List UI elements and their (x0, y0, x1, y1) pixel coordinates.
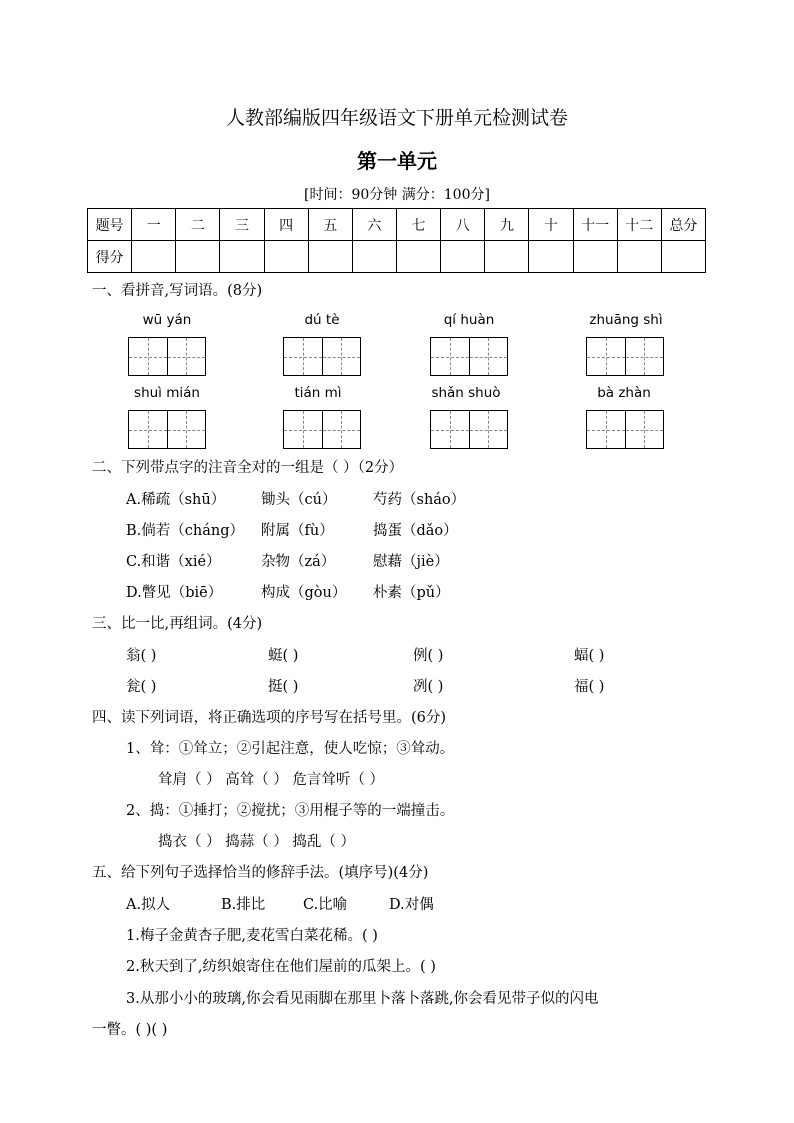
pinyin-label: shuì mián (134, 385, 200, 401)
score-input-cell[interactable] (529, 241, 573, 273)
pinyin-label: bà zhàn (597, 385, 651, 401)
option-c: C.和谐（xié） (126, 554, 221, 570)
compare-item: 冽( ) (413, 679, 444, 695)
compare-item: 挺( ) (268, 679, 299, 695)
score-cell: 六 (352, 209, 396, 241)
score-cell: 题号 (88, 209, 132, 241)
question-4-2-items: 捣衣（ ） 捣蒜（ ） 捣乱（ ） (158, 834, 356, 850)
option-b-word3: 捣蛋（dǎo） (373, 523, 458, 539)
score-input-cell[interactable] (264, 241, 308, 273)
score-input-cell[interactable] (352, 241, 396, 273)
section4-heading: 四、读下列词语，将正确选项的序号写在括号里。(6分) (92, 710, 447, 726)
sentence-3-continued: 一瞥。( )( ) (92, 1022, 168, 1038)
option-d-word2: 构成（gòu） (261, 585, 347, 601)
score-input-cell[interactable] (396, 241, 440, 273)
sentence-2: 2.秋天到了,纺织娘寄住在他们屋前的瓜架上。( ) (126, 959, 436, 975)
score-input-cell[interactable] (485, 241, 529, 273)
score-input-cell[interactable] (617, 241, 661, 273)
time-score-info: [时间：90分钟 满分：100分] (304, 187, 490, 203)
score-input-cell[interactable] (220, 241, 264, 273)
writing-grid[interactable] (128, 410, 206, 449)
score-input-cell[interactable] (441, 241, 485, 273)
score-table-header-row (88, 209, 706, 241)
score-cell: 八 (441, 209, 485, 241)
score-input-cell[interactable] (661, 241, 705, 273)
score-cell: 九 (485, 209, 529, 241)
score-cell: 十二 (617, 209, 661, 241)
exam-title: 人教部编版四年级语文下册单元检测试卷 (225, 107, 568, 129)
writing-grid[interactable] (586, 410, 664, 449)
score-input-cell[interactable] (176, 241, 220, 273)
section1-heading: 一、看拼音,写词语。(8分) (92, 283, 263, 299)
pinyin-label: tián mì (294, 385, 342, 401)
compare-item: 蝠( ) (574, 648, 605, 664)
score-cell: 二 (176, 209, 220, 241)
option-b-word2: 附属（fù） (261, 523, 334, 539)
option-c-word3: 慰藉（jiè） (373, 554, 449, 570)
option-a-word3: 芍药（sháo） (373, 492, 466, 508)
question-4-1: 1、耸：①耸立；②引起注意，使人吃惊；③耸动。 (126, 741, 455, 757)
option-b: B.倘若（cháng） (126, 523, 244, 539)
score-cell: 一 (132, 209, 176, 241)
pinyin-label: dú tè (304, 312, 340, 328)
section5-heading: 五、给下列句子选择恰当的修辞手法。(填序号)(4分) (92, 865, 429, 881)
sentence-3: 3.从那小小的玻璃,你会看见雨脚在那里卜落卜落跳,你会看见带子似的闪电 (126, 991, 599, 1007)
section2-heading: 二、下列带点字的注音全对的一组是（ ）（2分） (92, 460, 404, 476)
unit-title: 第一单元 (357, 149, 437, 173)
pinyin-label: wū yán (142, 312, 192, 328)
writing-grid[interactable] (283, 337, 361, 376)
score-cell: 三 (220, 209, 264, 241)
writing-grid[interactable] (128, 337, 206, 376)
compare-item: 瓮( ) (126, 679, 157, 695)
score-cell: 七 (396, 209, 440, 241)
pinyin-label: zhuāng shì (589, 312, 663, 328)
score-cell: 十 (529, 209, 573, 241)
score-table (87, 208, 706, 273)
score-input-cell[interactable] (308, 241, 352, 273)
score-cell: 五 (308, 209, 352, 241)
score-row-label: 得分 (88, 241, 132, 273)
score-cell: 总分 (661, 209, 705, 241)
compare-item: 例( ) (413, 648, 444, 664)
option-a: A.稀疏（shū） (126, 492, 226, 508)
option-d: D.瞥见（biē） (126, 585, 223, 601)
rhetoric-choice: D.对偶 (389, 897, 434, 913)
question-4-1-items: 耸肩（ ） 高耸（ ） 危言耸听（ ） (158, 772, 385, 788)
writing-grid[interactable] (430, 337, 508, 376)
writing-grid[interactable] (283, 410, 361, 449)
writing-grid[interactable] (430, 410, 508, 449)
compare-item: 翁( ) (126, 648, 157, 664)
option-a-word2: 锄头（cú） (261, 492, 337, 508)
sentence-1: 1.梅子金黄杏子肥,麦花雪白菜花稀。( ) (126, 928, 378, 944)
pinyin-label: qí huàn (443, 312, 495, 328)
option-d-word3: 朴素（pǔ） (373, 585, 450, 601)
score-cell: 十一 (573, 209, 617, 241)
rhetoric-choice: A.拟人 (126, 897, 171, 913)
pinyin-label: shǎn shuò (431, 385, 501, 401)
question-4-2: 2、捣：①捶打；②搅扰；③用棍子等的一端撞击。 (126, 803, 455, 819)
rhetoric-choice: B.排比 (221, 897, 266, 913)
section3-heading: 三、比一比,再组词。(4分) (92, 616, 263, 632)
score-input-cell[interactable] (132, 241, 176, 273)
rhetoric-choice: C.比喻 (303, 897, 348, 913)
score-input-cell[interactable] (573, 241, 617, 273)
score-cell: 四 (264, 209, 308, 241)
writing-grid[interactable] (586, 337, 664, 376)
compare-item: 福( ) (574, 679, 605, 695)
option-c-word2: 杂物（zá） (261, 554, 336, 570)
compare-item: 蜓( ) (268, 648, 299, 664)
score-table-score-row (88, 241, 706, 273)
